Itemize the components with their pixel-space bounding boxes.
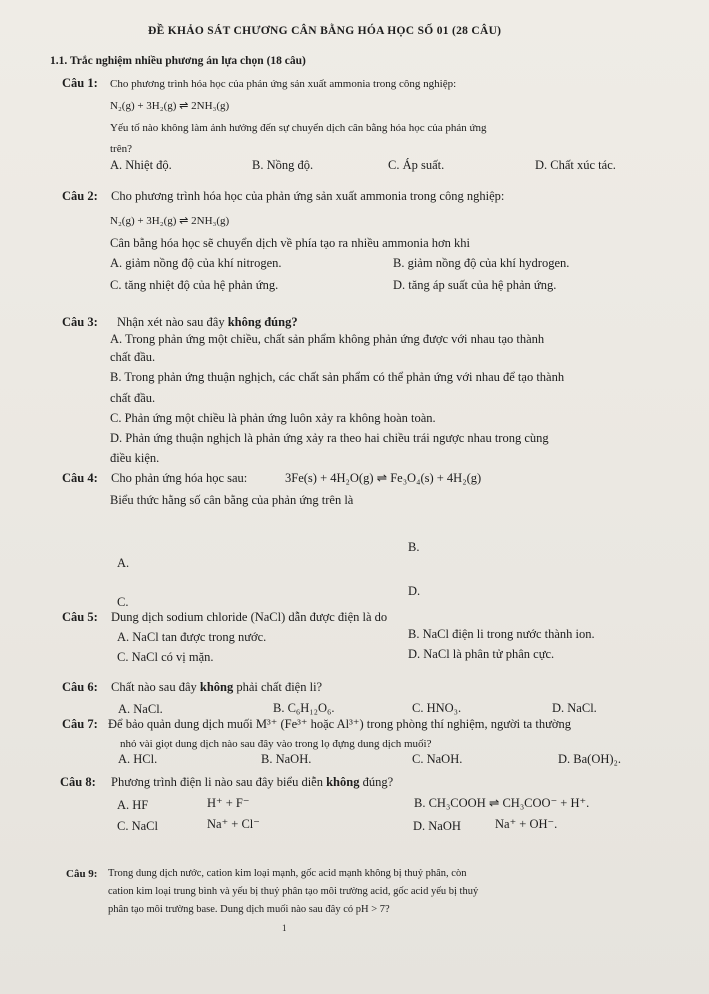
q8-option-b[interactable]: B. CH₃COOH ⇌ CH₃COO⁻ + H⁺. (414, 796, 590, 810)
q2-text: Cho phương trình hóa học của phản ứng sản xuất ammonia trong công nghiệp: (111, 189, 505, 203)
q3-label: Câu 3: (62, 315, 98, 329)
q2-option-a[interactable]: A. giảm nồng độ của khí nitrogen. (110, 256, 282, 270)
q2-label: Câu 2: (62, 189, 98, 203)
q8-option-c-rhs: Na⁺ + Cl⁻ (207, 817, 260, 831)
q6-option-c[interactable]: C. HNO₃. (412, 701, 462, 715)
q1-option-b[interactable]: B. Nồng độ. (252, 158, 314, 172)
q5-label: Câu 5: (62, 610, 98, 624)
q7-option-a[interactable]: A. HCl. (118, 752, 158, 766)
q7-text2: nhỏ vài giọt dung dịch nào sau đây vào trong lọ đựng dung dịch muối? (120, 738, 432, 750)
q8-option-d[interactable]: D. NaOH (413, 819, 461, 833)
q4-option-b[interactable]: B. (408, 540, 420, 554)
q3-option-b-cont: chất đầu. (110, 391, 156, 405)
q5-option-a[interactable]: A. NaCl tan được trong nước. (117, 630, 267, 644)
page-number: 1 (282, 923, 287, 933)
q4-option-c[interactable]: C. (117, 595, 129, 609)
q3-stem: Nhận xét nào sau đây không đúng? (117, 315, 298, 329)
q6-option-b[interactable]: B. C₆H₁₂O₆. (273, 701, 335, 715)
q1-equation: N₂(g) + 3H₂(g) ⇌ 2NH₃(g) (110, 100, 230, 112)
q7-label: Câu 7: (62, 717, 98, 731)
q3-option-a-cont: chất đầu. (110, 350, 156, 364)
q7-option-b[interactable]: B. NaOH. (261, 752, 312, 766)
q1-option-c[interactable]: C. Áp suất. (388, 158, 445, 172)
q4-label: Câu 4: (62, 471, 98, 485)
section-heading: 1.1. Trắc nghiệm nhiều phương án lựa chọn (18 câu) (50, 55, 306, 67)
q9-label: Câu 9: (66, 868, 98, 880)
q2-option-b[interactable]: B. giảm nồng độ của khí hydrogen. (393, 256, 570, 270)
q3-option-c[interactable]: C. Phản ứng một chiều là phản ứng luôn xảy ra không hoàn toàn. (110, 411, 436, 425)
q5-option-d[interactable]: D. NaCl là phân tử phân cực. (408, 647, 555, 661)
q9-text3: phân tạo môi trường base. Dung dịch muối nào sau đây có pH > 7? (108, 904, 390, 915)
q1-option-a[interactable]: A. Nhiệt độ. (110, 158, 172, 172)
q9-text2: cation kim loại trung bình và yếu bị thuỷ phân tạo môi trường acid, gốc acid yếu bị thuỷ (108, 886, 479, 897)
q5-option-c[interactable]: C. NaCl có vị mặn. (117, 650, 214, 664)
q4-option-d[interactable]: D. (408, 584, 421, 598)
q7-option-d[interactable]: D. Ba(OH)₂. (558, 752, 622, 766)
q3-option-d-cont: điều kiện. (110, 451, 160, 465)
q8-option-a-rhs: H⁺ + F⁻ (207, 796, 250, 810)
q7-option-c[interactable]: C. NaOH. (412, 752, 463, 766)
q9-text: Trong dung dịch nước, cation kim loại mạnh, gốc acid mạnh không bị thuỷ phân, còn (108, 868, 467, 879)
q3-option-a[interactable]: A. Trong phản ứng một chiều, chất sản phẩm không phản ứng được với nhau tạo thành (110, 332, 545, 346)
q4-text2: Biểu thức hằng số cân bằng của phản ứng trên là (110, 493, 354, 507)
q6-label: Câu 6: (62, 680, 98, 694)
q7-text: Để bảo quản dung dịch muối M³⁺ (Fe³⁺ hoặc Al³⁺) trong phòng thí nghiệm, người ta thường (108, 717, 571, 731)
q4-equation: 3Fe(s) + 4H₂O(g) ⇌ Fe₃O₄(s) + 4H₂(g) (285, 471, 482, 485)
q6-stem: Chất nào sau đây không phải chất điện li? (111, 680, 323, 694)
q2-equation: N₂(g) + 3H₂(g) ⇌ 2NH₃(g) (110, 215, 230, 227)
q1-text: Cho phương trình hóa học của phản ứng sản xuất ammonia trong công nghiệp: (110, 78, 457, 90)
q6-option-d[interactable]: D. NaCl. (552, 701, 597, 715)
q1-text3: trên? (110, 143, 132, 155)
q2-option-c[interactable]: C. tăng nhiệt độ của hệ phản ứng. (110, 278, 279, 292)
q2-text2: Cân bằng hóa học sẽ chuyển dịch về phía tạo ra nhiều ammonia hơn khi (110, 236, 470, 250)
q8-stem: Phương trình điện li nào sau đây biểu diễn không đúng? (111, 775, 394, 789)
q8-option-c[interactable]: C. NaCl (117, 819, 158, 833)
exam-title: ĐỀ KHẢO SÁT CHƯƠNG CÂN BẰNG HÓA HỌC SỐ 01 (28 CÂU) (148, 25, 502, 37)
q6-option-a[interactable]: A. NaCl. (118, 702, 163, 716)
q8-label: Câu 8: (60, 775, 96, 789)
q8-option-a[interactable]: A. HF (117, 798, 149, 812)
q8-option-d-rhs: Na⁺ + OH⁻. (495, 817, 558, 831)
q5-option-b[interactable]: B. NaCl điện li trong nước thành ion. (408, 627, 595, 641)
q3-option-b[interactable]: B. Trong phản ứng thuận nghịch, các chất sản phẩm có thể phản ứng với nhau để tạo thành (110, 370, 565, 384)
q2-option-d[interactable]: D. tăng áp suất của hệ phản ứng. (393, 278, 557, 292)
q4-option-a[interactable]: A. (117, 556, 130, 570)
q5-text: Dung dịch sodium chloride (NaCl) dẫn được điện là do (111, 610, 388, 624)
q1-option-d[interactable]: D. Chất xúc tác. (535, 158, 616, 172)
q3-option-d[interactable]: D. Phản ứng thuận nghịch là phản ứng xảy ra theo hai chiều trái ngược nhau trong cùng (110, 431, 549, 445)
q1-text2: Yếu tố nào không làm ảnh hưởng đến sự chuyển dịch cân bằng hóa học của phản ứng (110, 122, 487, 134)
q4-text: Cho phản ứng hóa học sau: (111, 471, 248, 485)
q1-label: Câu 1: (62, 76, 98, 90)
